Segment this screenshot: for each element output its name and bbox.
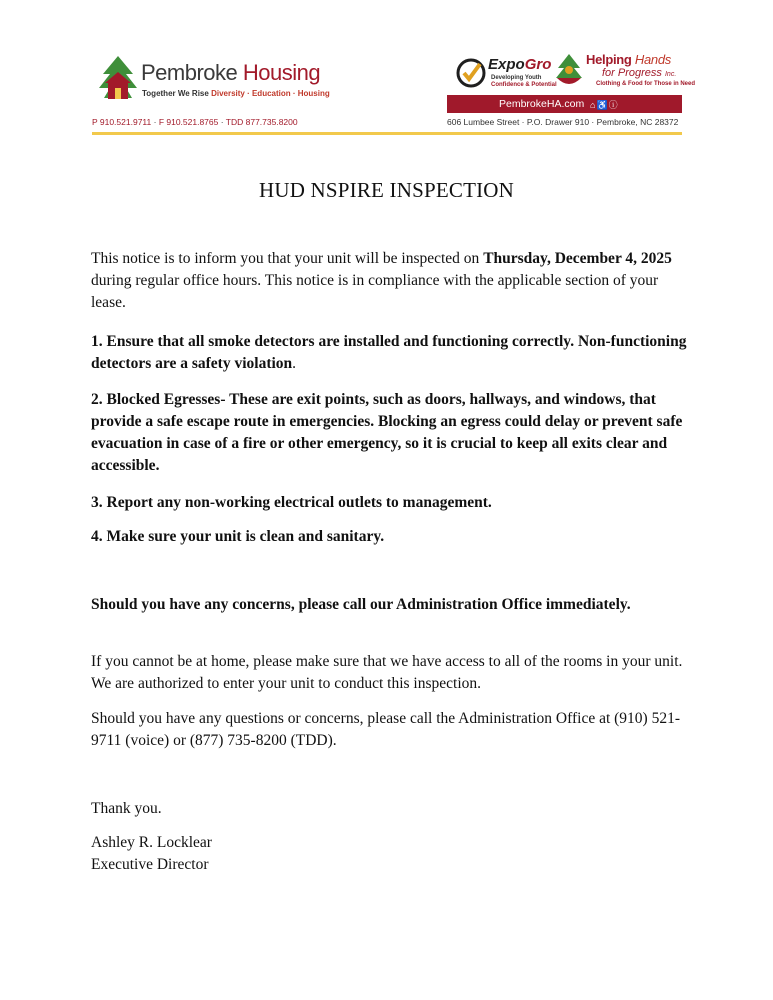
hh-subtitle: Clothing & Food for Those in Need [596,81,695,87]
website-bar [447,95,682,113]
item-smoke-detectors: 1. Ensure that all smoke detectors are installed and functioning correctly. Non-functioning detectors are a safety violation. [91,333,687,372]
org-name: Pembroke Housing [141,60,321,85]
concerns-paragraph: Should you have any concerns, please call our Administration Office immediately. [91,596,631,613]
letterhead-divider [92,132,682,135]
pine-tree-icon [96,56,140,104]
access-paragraph: If you cannot be at home, please make sure that we have access to all of the rooms in your unit. We are authorized to enter your unit to conduct this inspection. [91,653,683,692]
info-icon: ⓘ [608,100,619,110]
expogro-logo [456,54,557,94]
accessibility-icon: ♿ [596,100,609,110]
page-title: HUD NSPIRE INSPECTION [258,178,515,202]
questions-paragraph: Should you have any questions or concerns, please call the Administration Office at (910) 521-9711 (voice) or (877) 735-8200 (TDD). [91,710,680,749]
signer-title: Executive Director [91,856,209,873]
contact-numbers: P 910.521.9711 · F 910.521.8765 · TDD 877.735.8200 [92,117,298,127]
item-electrical-outlets: 3. Report any non-working electrical outlets to management. [91,494,492,511]
badge-icons [590,98,619,111]
website-link[interactable]: PembrokeHA.com [499,98,585,110]
signature-block [91,832,691,876]
helping-hands-logo [554,52,695,94]
item-clean-unit: 4. Make sure your unit is clean and sanitary. [91,528,385,545]
hh-name-line2: for Progress Inc. [602,67,677,79]
equal-housing-icon: ⌂ [590,100,597,110]
intro-paragraph: This notice is to inform you that your unit will be inspected on Thursday, December 4, 2025 during regular office hours. This notice is in compliance with the applicable section of your lease. [91,250,672,311]
closing: Thank you. [91,800,162,817]
hh-name: Helping Hands [586,52,671,67]
helping-hands-icon [554,54,584,88]
letterhead [92,52,695,136]
org-tagline: Together We Rise Diversity · Education · Housing [142,89,330,98]
expogro-subtitle: Developing Youth Confidence & Potential [491,75,557,88]
checkmark-icon [456,58,486,88]
pembroke-housing-logo [92,52,330,110]
expogro-name: ExpoGro [488,56,552,73]
signer-name: Ashley R. Locklear [91,834,212,851]
mailing-address: 606 Lumbee Street · P.O. Drawer 910 · Pembroke, NC 28372 [447,117,679,127]
item-blocked-egresses: 2. Blocked Egresses- These are exit points, such as doors, hallways, and windows, that provide a safe escape route in emergencies. Blocking an egress could delay or prevent safe evacuation in case of a fire or other emergency, so it is crucial to keep all exits clear and accessible. [91,391,683,474]
